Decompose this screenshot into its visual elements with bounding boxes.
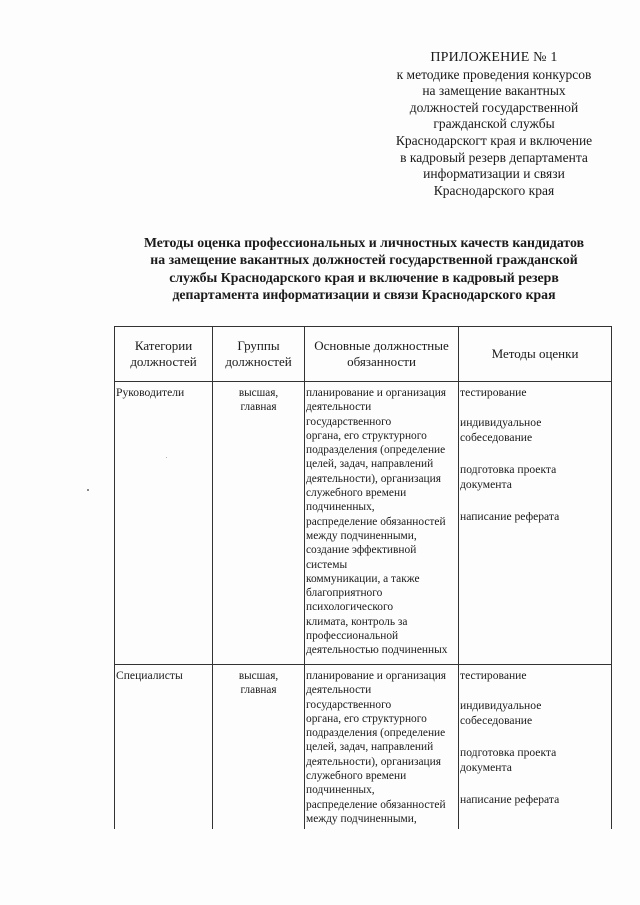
- methods-cell: [459, 382, 612, 665]
- methods-table: [114, 326, 612, 829]
- duty-line: деятельности), организация: [306, 755, 441, 768]
- duty-line: благоприятного: [306, 587, 383, 600]
- duty-line: между подчиненными,: [306, 529, 417, 542]
- method-item: [460, 669, 610, 683]
- duty-line: планирование и организация: [306, 670, 447, 682]
- method-line: документа: [460, 760, 512, 774]
- duty-line: деятельностью подчиненных: [306, 644, 448, 657]
- method-line: тестирование: [460, 386, 527, 399]
- duty-line: подчиненных,: [306, 501, 375, 514]
- header-groups: Группы должностей: [213, 327, 305, 382]
- appendix-line: должностей государственной: [409, 99, 579, 115]
- duties-cell: [305, 382, 459, 665]
- group-line: главная: [240, 684, 277, 696]
- groups-cell: [213, 665, 305, 830]
- duty-line: создание эффективной: [306, 544, 417, 557]
- duty-line: распределение обязанностей: [306, 798, 446, 811]
- appendix-line: в кадровый резерв департамента: [400, 149, 588, 165]
- appendix-line: Краснодарского края: [433, 182, 555, 198]
- duty-line: распределение обязанностей: [306, 515, 446, 528]
- method-line: собеседование: [460, 430, 533, 444]
- duty-line: целей, задач, направлений: [306, 458, 434, 471]
- method-line: подготовка проекта: [460, 746, 557, 760]
- duty-line: климата, контроль за: [306, 615, 408, 628]
- duty-line: психологического: [306, 601, 394, 614]
- appendix-block: [368, 50, 620, 199]
- duty-line: планирование и организация: [306, 387, 447, 399]
- duty-line: органа, его структурного: [306, 429, 427, 442]
- group-line: высшая,: [238, 387, 279, 399]
- appendix-line: к методике проведения конкурсов: [396, 66, 592, 82]
- groups-cell: [213, 382, 305, 665]
- header-categories: Категории должностей: [115, 327, 213, 382]
- duty-line: подразделения (определение: [306, 444, 446, 457]
- duty-line: подчиненных,: [306, 784, 375, 797]
- method-line: индивидуальное: [460, 416, 542, 430]
- duty-line: деятельности), организация: [306, 472, 441, 485]
- method-line: документа: [460, 477, 512, 491]
- method-line: подготовка проекта: [460, 463, 557, 477]
- appendix-line: информатизации и связи: [423, 166, 565, 182]
- duty-line: между подчиненными,: [306, 812, 417, 825]
- method-item: [460, 416, 610, 445]
- method-line: написание реферата: [460, 510, 560, 524]
- table-row: [115, 665, 612, 830]
- duty-line: государственного: [306, 415, 392, 428]
- group-line: высшая,: [238, 670, 279, 682]
- duty-line: служебного времени: [306, 770, 407, 783]
- duty-line: органа, его структурного: [306, 712, 427, 725]
- header-duties: Основные должностные обязанности: [305, 327, 459, 382]
- title-line: департамента информатизации и связи Краснодарского края: [172, 287, 556, 303]
- appendix-line: на замещение вакантных: [422, 83, 566, 99]
- method-item: [460, 463, 610, 492]
- appendix-line: гражданской службы: [433, 116, 555, 132]
- duty-line: подразделения (определение: [306, 727, 446, 740]
- header-methods: Методы оценки: [459, 327, 612, 382]
- category-cell: Руководители: [115, 382, 213, 665]
- duty-line: деятельности: [306, 401, 372, 414]
- category-cell: Специалисты: [115, 665, 213, 830]
- duties-cell: [305, 665, 459, 830]
- table-row: [115, 382, 612, 665]
- duty-line: целей, задач, направлений: [306, 741, 434, 754]
- method-item: [460, 386, 610, 400]
- duty-line: деятельности: [306, 684, 372, 697]
- duty-line: коммуникации, а также: [306, 572, 420, 585]
- duty-line: служебного времени: [306, 487, 407, 500]
- table-header-row: [115, 327, 612, 382]
- title-line: на замещение вакантных должностей государственной гражданской: [150, 252, 578, 268]
- method-item: [460, 746, 610, 775]
- method-line: написание реферата: [460, 793, 560, 807]
- method-item: [460, 699, 610, 728]
- methods-cell: [459, 665, 612, 830]
- method-line: тестирование: [460, 669, 527, 682]
- title-line: службы Краснодарского края и включение в кадровый резерв: [169, 269, 559, 285]
- document-title: [108, 234, 620, 304]
- group-line: главная: [240, 401, 277, 413]
- method-line: индивидуальное: [460, 699, 542, 713]
- duty-line: государственного: [306, 698, 392, 711]
- title-line: Методы оценка профессиональных и личностных качеств кандидатов: [143, 235, 585, 250]
- duty-line: профессиональной: [306, 630, 399, 643]
- appendix-title: ПРИЛОЖЕНИЕ № 1: [430, 50, 558, 65]
- appendix-line: Краснодарскогт края и включение: [395, 132, 593, 148]
- duty-line: системы: [306, 558, 348, 571]
- method-item: [460, 510, 610, 524]
- method-item: [460, 793, 610, 807]
- scan-speck: [87, 489, 89, 491]
- method-line: собеседование: [460, 713, 533, 727]
